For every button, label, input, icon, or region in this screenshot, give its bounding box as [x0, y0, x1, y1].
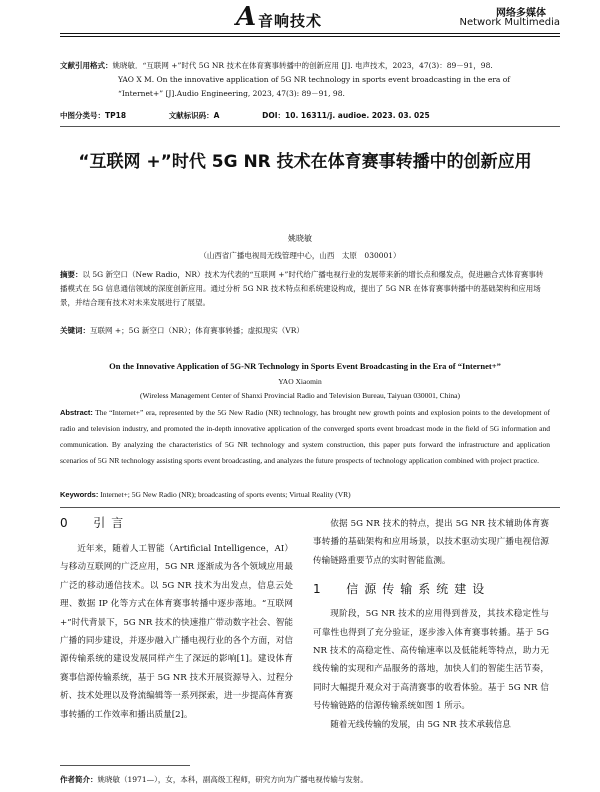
section-0-title: 引言: [93, 516, 130, 530]
keywords-cn-text: 互联网 +；5G 新空口（NR）；体育赛事转播；虚拟现实（VR）: [90, 326, 304, 335]
clc-number: 中图分类号：TP18: [60, 111, 127, 120]
section-1-paragraph-1: 现阶段，5G NR 技术的应用得到普及，其技术稳定性与可靠性也得到了充分验证，逐步渗入体育赛事转播。基于 5G NR 技术的高稳定性、高传输速率以及低能耗等特点，助力无线传输的实现和产品服务的落地，加快人们的智能生活节奏，同时大幅提升观众对于高清赛事的收看体验。基于 5G NR 信号传输链路的信源传输系统如图 1 所示。: [313, 609, 549, 712]
paper-title-en: On the Innovative Application of 5G-NR Technology in Sports Event Broadcasting in the Era of “Internet+”: [109, 361, 501, 371]
section-label-cn: 网络多媒体: [496, 8, 546, 19]
keywords-cn-label: 关键词：: [60, 326, 90, 335]
header-rule-thin: [60, 36, 560, 37]
keywords-en-label: Keywords:: [60, 490, 99, 499]
abstract-en-label: Abstract:: [60, 408, 93, 417]
abstract-cn-text: 以 5G 新空口（New Radio，NR）技术为代表的“互联网 +”时代给广播电视行业的发展带来新的增长点和爆发点，促进融合式体育赛事转播模式在 5G 信息通信领域的深度创新应用。通过分析 5G NR 技术特点和系统建设构成，提出了 5G NR 在体育赛事转播中的基础架构和应用场景，并结合现有技术对未来发展进行了展望。: [60, 270, 544, 307]
journal-logo-mark: A: [236, 2, 257, 32]
affiliation-en: (Wireless Management Center of Shanxi Provincial Radio and Television Bureau, Taiyuan 030001, China): [140, 391, 460, 400]
header-rule: [60, 33, 560, 34]
journal-logo-text: 音响技术: [258, 12, 323, 30]
citation-block: [60, 59, 550, 101]
section-1-title: 信源传输系统建设: [346, 582, 491, 597]
paper-title-cn: “互联网 +”时代 5G NR 技术在体育赛事转播中的创新应用: [78, 152, 532, 172]
divider: [60, 126, 560, 127]
section-label-en: Network Multimedia: [459, 17, 560, 28]
doi: DOI：10. 16311/j. audioe. 2023. 03. 025: [262, 111, 430, 120]
section-1-number: 1: [313, 582, 327, 597]
footnote-text: 姚晓敏（1971—），女，本科，副高级工程师，研究方向为广播电视传输与发射。: [97, 775, 368, 784]
author-cn: 姚晓敏: [288, 234, 312, 243]
document-code: 文献标识码：A: [168, 111, 220, 120]
divider: [60, 507, 560, 508]
keywords-cn: [60, 325, 550, 336]
keywords-en: [60, 490, 550, 499]
right-intro-paragraph: 依据 5G NR 技术的特点，提出 5G NR 技术辅助体育赛事转播的基础架构和应用场景，以技术驱动实现广播电视信源传输链路重要节点的实时智能监测。: [313, 519, 549, 566]
keywords-en-text: Internet+; 5G New Radio (NR); broadcasting of sports events; Virtual Reality (VR): [100, 490, 351, 499]
section-0-number: 0: [60, 516, 74, 530]
citation-cn: 姚晓敏．“互联网 +”时代 5G NR 技术在体育赛事转播中的创新应用 [J]. 电声技术，2023，47(3)：89－91，98.: [112, 61, 493, 70]
footnote-rule: [60, 765, 190, 766]
abstract-en: [60, 405, 550, 469]
citation-en: YAO X M. On the innovative application of 5G NR technology in sports event broadcasting in the era of “Internet+” [J].Audio Engineering, 2023, 47(3): 89－91, 98.: [118, 75, 511, 98]
right-column: [313, 515, 549, 734]
author-footnote: [60, 774, 550, 785]
identifier-line: [60, 110, 470, 121]
left-column: [60, 540, 293, 724]
section-1-heading: [313, 580, 549, 597]
affiliation-cn: （山西省广播电视局无线管理中心，山西 太原 030001）: [199, 251, 401, 260]
section-1-paragraph-2: 随着无线传输的发展，由 5G NR 技术承载信息: [330, 719, 511, 730]
abstract-cn-label: 摘要：: [60, 270, 83, 279]
section-0-paragraph: 近年来，随着人工智能（Artificial Intelligence，AI）与移动互联网的广泛应用，5G NR 逐渐成为各个领域应用最广泛的移动通信技术。以 5G NR 技术为出发点，信息云处理、数据 IP 化等方式在体育赛事转播中逐步落地。“互联网 +”时代背景下，5G NR 技术的快速推广带动数字社会、智能广播的同步建设，并逐步融入广播电视行业的各个方面，对信源传输系统的建设发展同样产生了深远的影响[1]。建设体育赛事信源传输系统，基于 5G NR 技术开展资源导入、过程分析、技术处理以及脊流编辑等一系列探索，进一步提高体育赛事转播的工作效率和播出质量[2]。: [60, 544, 293, 720]
footnote-label: 作者简介：: [60, 775, 98, 784]
abstract-cn: [60, 268, 550, 310]
author-en: YAO Xiaomin: [278, 377, 322, 386]
section-0-heading: [60, 514, 129, 531]
citation-label: 文献引用格式：: [60, 61, 113, 70]
abstract-en-text: The “Internet+” era, represented by the 5G New Radio (NR) technology, has brought new growth points and explosion points to the development of radio and television industry, and promoted the in-depth innovative application of the converged sports event broadcast mode in the field of 5G information and communication. By analyzing the characteristics of 5G NR technology and system construction, this paper puts forward the infrastructure and application scenarios of 5G NR technology assisting sports event broadcasting, and analyzes the future prospects of technology application combined with project practice.: [60, 408, 550, 465]
